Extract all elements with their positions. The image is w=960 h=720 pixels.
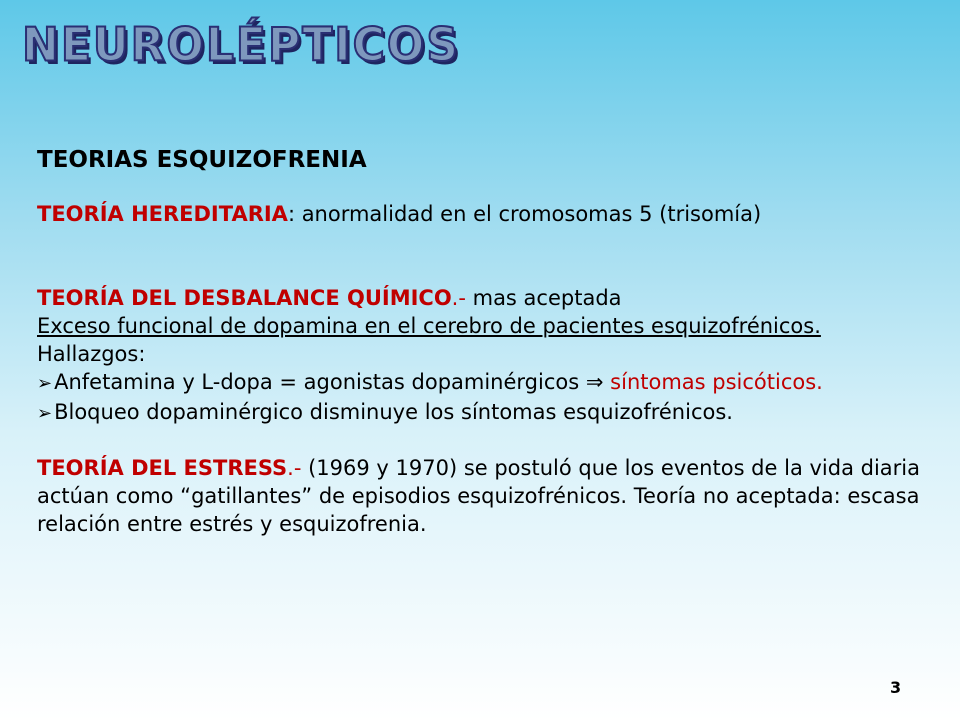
slide-title: NEUROLÉPTICOS [22, 18, 461, 73]
chemical-theory-description: Exceso funcional de dopamina en el cerebro de pacientes esquizofrénicos. [37, 314, 821, 338]
hereditary-theory-text: : anormalidad en el cromosomas 5 (trisomía) [287, 202, 762, 226]
stress-theory [37, 454, 937, 538]
findings-label: Hallazgos: [37, 342, 146, 366]
finding-1-text: Anfetamina y L-dopa = agonistas dopaminérgicos [54, 370, 580, 394]
chemical-theory-suffix: .- [451, 286, 473, 310]
implies-arrow-icon: ⇒ [585, 370, 604, 394]
page-number: 3 [890, 678, 902, 697]
hereditary-theory [37, 200, 937, 228]
hereditary-theory-label: TEORÍA HEREDITARIA [37, 202, 288, 226]
arrow-bullet-icon: ➢ [37, 403, 53, 424]
chemical-theory-label: TEORÍA DEL DESBALANCE QUÍMICO [37, 286, 452, 310]
finding-bullet-2 [37, 398, 937, 428]
stress-theory-text: (1969 y 1970) se postuló que los eventos de la vida diaria actúan como “gatillantes” de episodios esquizofrénicos. Teoría no aceptada: escasa relación entre estrés y esquizofrenia. [37, 456, 920, 536]
stress-theory-label: TEORÍA DEL ESTRESS [37, 456, 288, 480]
stress-theory-suffix: .- [287, 456, 309, 480]
finding-bullet-1 [37, 368, 937, 398]
finding-2-text: Bloqueo dopaminérgico disminuye los síntomas esquizofrénicos. [54, 400, 733, 424]
slide-content [37, 146, 937, 538]
arrow-bullet-icon: ➢ [37, 373, 53, 394]
finding-1-result: síntomas psicóticos. [610, 370, 823, 394]
chemical-theory-note: mas aceptada [472, 286, 622, 310]
chemical-theory [37, 284, 937, 428]
section-heading: TEORIAS ESQUIZOFRENIA [37, 147, 367, 173]
